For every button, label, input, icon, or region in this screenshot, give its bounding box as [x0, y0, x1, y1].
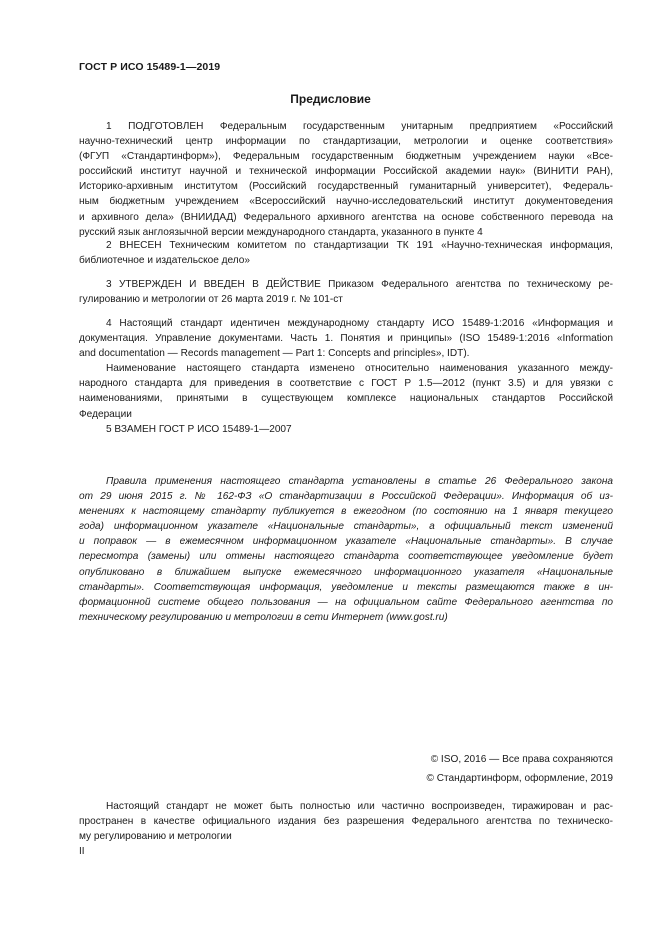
- paragraph-line: российский институт научной и технической информации Российской академии наук» (ВИНИТИ РАН),: [79, 166, 613, 178]
- paragraph-line: Федерации: [79, 408, 132, 420]
- document-code-header: ГОСТ Р ИСО 15489-1—2019: [79, 61, 221, 73]
- notice-line: от 29 июня 2015 г. № 162-ФЗ «О стандартизации в Российской Федерации». Информация об из-: [79, 491, 613, 503]
- paragraph-line: (ФГУП «Стандартинформ»), Федеральным государственным бюджетным учреждением науки «Все-: [79, 151, 613, 163]
- paragraph-line: народного стандарта для приведения в соответствие с ГОСТ Р 1.5—2012 (пункт 3.5) и для увязки с: [79, 378, 613, 390]
- paragraph-line: документация. Управление документами. Часть 1. Понятия и принципы» (ISO 15489-1:2016 «Information: [79, 333, 613, 345]
- notice-line: года) информационном указателе «Национальные стандарты», а официальный текст изменений: [79, 521, 613, 533]
- paragraph-line: 4 Настоящий стандарт идентичен международному стандарту ИСО 15489-1:2016 «Информация и: [106, 318, 613, 329]
- paragraph-5-replaces: [79, 422, 613, 437]
- paragraph-line: Наименование настоящего стандарта изменено относительно наименования указанного между-: [106, 363, 613, 375]
- paragraph-line: и архивного дела» (ВНИИДАД) Федерального архивного агентства на основе собственного перевода на: [79, 211, 613, 223]
- notice-line: техническому регулированию и метрологии в сети Интернет (www.gost.ru): [79, 611, 448, 623]
- page-title: Предисловие: [290, 92, 371, 106]
- notice-line: стандарты». Соответствующая информация, уведомление и тексты размещаются также в ин-: [79, 581, 613, 593]
- notice-line: и поправок — в ежемесячном информационном указателе «Национальные стандарты». В случае: [79, 536, 613, 548]
- notice-line: менениях к настоящему стандарту публикуется в ежегодном (по состоянию на 1 января текущего: [79, 506, 613, 518]
- notice-line: опубликовано в ближайшем выпуске ежемесячного информационного указателя «Национальные: [79, 566, 613, 578]
- paragraph-4-identical-standard: [79, 316, 613, 422]
- paragraph-line: ным бюджетным учреждением «Всероссийский научно-исследовательский институт документоведения: [79, 196, 613, 208]
- copyright-standartinform: © Стандартинформ, оформление, 2019: [426, 773, 613, 784]
- paragraph-2-submitted-by: [79, 238, 613, 268]
- paragraph-line: гулированию и метрологии от 26 марта 2019 г. № 101-ст: [79, 294, 343, 306]
- paragraph-line: научно-технический центр информации по стандартизации, метрологии и оценке соответствия»: [79, 136, 613, 148]
- paragraph-1-prepared-by: [79, 119, 613, 240]
- reproduction-notice: [79, 799, 613, 844]
- page-number: II: [79, 846, 85, 857]
- notice-line: пересмотра (замены) или отмены настоящего стандарта соответствующее уведомление будет: [79, 551, 613, 563]
- paragraph-line: 3 УТВЕРЖДЕН И ВВЕДЕН В ДЕЙСТВИЕ Приказом Федерального агентства по техническому ре-: [106, 279, 613, 290]
- paragraph-line: му регулированию и метрологии: [79, 831, 232, 843]
- paragraph-line: and documentation — Records management — Part 1: Concepts and principles», IDT).: [79, 348, 470, 360]
- paragraph-line: 2 ВНЕСЕН Техническим комитетом по стандартизации ТК 191 «Научно-техническая информация,: [106, 240, 613, 251]
- paragraph-3-approved: [79, 277, 613, 307]
- paragraph-line: 5 ВЗАМЕН ГОСТ Р ИСО 15489-1—2007: [106, 424, 292, 435]
- paragraph-line: Историко-архивным институтом (Российский государственный гуманитарный университет), Федераль-: [79, 181, 613, 193]
- paragraph-line: 1 ПОДГОТОВЛЕН Федеральным государственным унитарным предприятием «Российский: [106, 121, 613, 132]
- copyright-iso: © ISO, 2016 — Все права сохраняются: [430, 754, 613, 765]
- paragraph-line: наименованиями, принятыми в существующем комплексе национальных стандартов Российской: [79, 393, 613, 405]
- paragraph-line: пространен в качестве официального издания без разрешения Федерального агентства по техническо-: [79, 816, 613, 828]
- application-rules-notice: [79, 474, 613, 625]
- paragraph-line: библиотечное и издательское дело»: [79, 255, 251, 267]
- notice-line: формационной системе общего пользования — на официальном сайте Федерального агентства по: [79, 596, 613, 608]
- notice-line: Правила применения настоящего стандарта установлены в статье 26 Федерального закона: [106, 476, 613, 487]
- paragraph-line: русский язык англоязычной версии международного стандарта, указанного в пункте 4: [79, 226, 483, 238]
- paragraph-line: Настоящий стандарт не может быть полностью или частично воспроизведен, тиражирован и рас-: [106, 801, 613, 812]
